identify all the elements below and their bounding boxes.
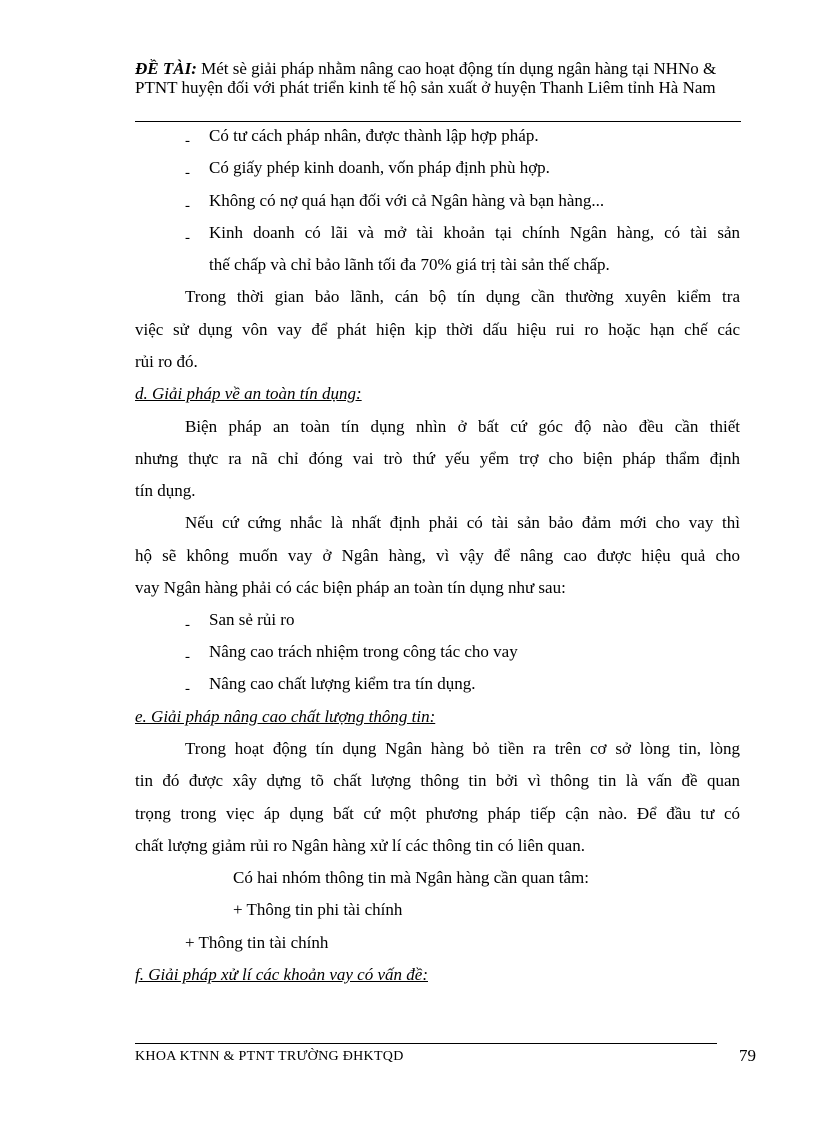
list-item: Kinh doanh có lãi và mở tài khoản tại chính Ngân hàng, có tài sản — [209, 223, 740, 242]
bullet-marker: - — [185, 681, 190, 697]
list-item: Nâng cao chất lượng kiểm tra tín dụng. — [209, 674, 476, 693]
section-heading-f: f. Giải pháp xử lí các khoản vay có vấn đề: — [135, 965, 428, 984]
paragraph-line: Có hai nhóm thông tin mà Ngân hàng cần quan tâm: — [233, 868, 589, 887]
bullet-marker: - — [185, 133, 190, 149]
footer-text: KHOA KTNN & PTNT TRƯỜNG ĐHKTQD — [135, 1049, 404, 1064]
paragraph-line: Trong thời gian bảo lãnh, cán bộ tín dụng cần thường xuyên kiểm tra — [185, 287, 740, 306]
bullet-marker: - — [185, 649, 190, 665]
paragraph-line: tin đó được xây dựng tõ chất lượng thông tin bởi vì thông tin là vấn đề quan — [135, 771, 740, 790]
list-item: Có tư cách pháp nhân, được thành lập hợp pháp. — [209, 126, 539, 145]
plus-item: + Thông tin phi tài chính — [233, 900, 403, 919]
list-item: Không có nợ quá hạn đối với cả Ngân hàng và bạn hàng... — [209, 191, 605, 210]
paragraph-line: hộ sẽ không muốn vay ở Ngân hàng, vì vậy để nâng cao được hiệu quả cho — [135, 546, 740, 565]
page-header — [135, 59, 741, 97]
page-number: 79 — [739, 1046, 756, 1065]
header-label: ĐỀ TÀI: — [135, 59, 197, 78]
paragraph-line: nhưng thực ra nã chỉ đóng vai trò thứ yếu yểm trợ cho biện pháp thẩm định — [135, 449, 740, 468]
paragraph-line: tín dụng. — [135, 481, 196, 500]
header-title: Mét sè giải pháp nhằm nâng cao hoạt động tín dụng ngân hàng tại NHNo & PTNT huyện đối với phát triển kinh tế hộ sản xuất ở huyện Thanh Liêm tỉnh Hà Nam — [135, 59, 717, 97]
list-item-continuation: thế chấp và chỉ bảo lãnh tối đa 70% giá trị tài sản thế chấp. — [209, 255, 610, 274]
header-divider — [135, 121, 741, 122]
list-item: San sẻ rủi ro — [209, 610, 295, 629]
paragraph-line: Nếu cứ cứng nhắc là nhất định phải có tài sản bảo đảm mới cho vay thì — [185, 513, 740, 532]
paragraph-line: chất lượng giảm rủi ro Ngân hàng xử lí các thông tin có liên quan. — [135, 836, 585, 855]
section-heading-d: d. Giải pháp về an toàn tín dụng: — [135, 384, 362, 403]
list-item: Có giấy phép kinh doanh, vốn pháp định phù hợp. — [209, 158, 550, 177]
paragraph-line: rủi ro đó. — [135, 352, 198, 371]
bullet-marker: - — [185, 617, 190, 633]
paragraph-line: Biện pháp an toàn tín dụng nhìn ở bất cứ góc độ nào đều cần thiết — [185, 417, 740, 436]
list-item: Nâng cao trách nhiệm trong công tác cho vay — [209, 642, 518, 661]
footer-divider — [135, 1043, 717, 1044]
paragraph-line: trọng trong viẹc áp dụng bất cứ một phương pháp tiếp cận nào. Để đầu tư có — [135, 804, 740, 823]
paragraph-line: vay Ngân hàng phải có các biện pháp an toàn tín dụng như sau: — [135, 578, 566, 597]
section-heading-e: e. Giải pháp nâng cao chất lượng thông tin: — [135, 707, 436, 726]
paragraph-line: việc sử dụng vôn vay để phát hiện kịp thời dấu hiệu rui ro hoặc hạn chế các — [135, 320, 740, 339]
bullet-marker: - — [185, 230, 190, 246]
bullet-marker: - — [185, 165, 190, 181]
bullet-marker: - — [185, 198, 190, 214]
plus-item: + Thông tin tài chính — [185, 933, 329, 952]
paragraph-line: Trong hoạt động tín dụng Ngân hàng bỏ tiền ra trên cơ sở lòng tin, lòng — [185, 739, 740, 758]
